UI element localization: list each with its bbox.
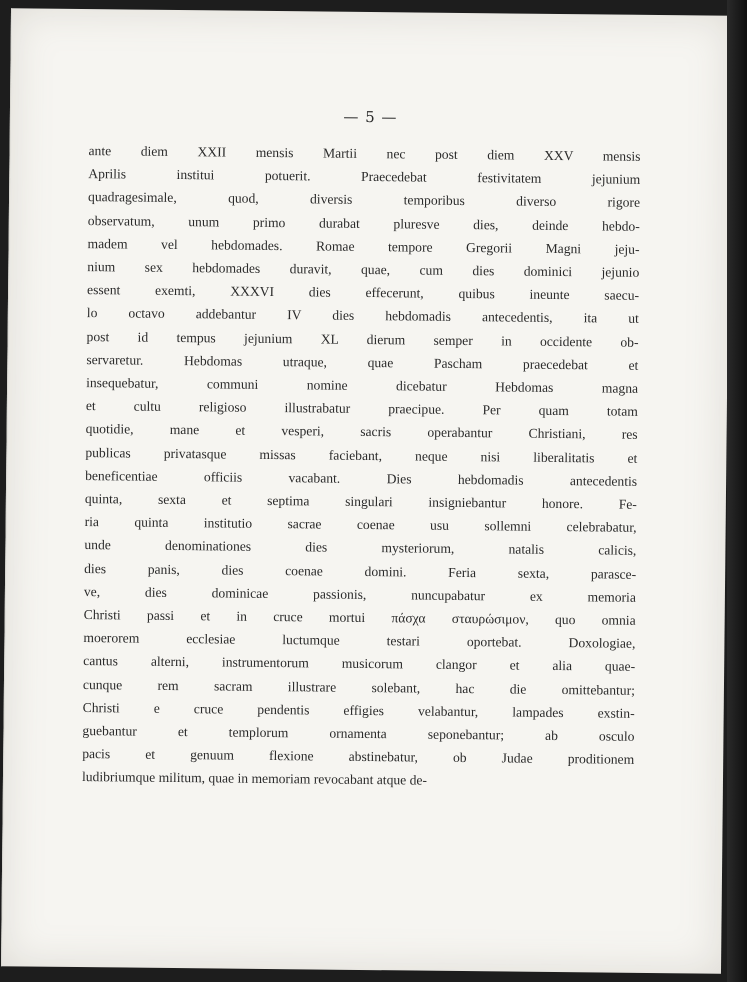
text-line: pacis et genuum flexione abstinebatur, ob Judae proditionem [82, 746, 635, 768]
text-line: ve, dies dominicae passionis, nuncupabatur ex memoria [83, 583, 636, 605]
page-number: — 5 — [343, 107, 398, 127]
text-line: madem vel hebdomades. Romae tempore Gregorii Magni jeju- [87, 235, 640, 257]
text-line: beneficentiae officiis vacabant. Dies hebdomadis antecedentis [85, 467, 638, 489]
body-text [82, 139, 641, 794]
text-line: nium sex hebdomades duravit, quae, cum dies dominici jejunio [87, 259, 640, 280]
text-line: observatum, unum primo durabat pluresve dies, deinde hebdo- [87, 212, 640, 234]
text-line: ria quinta institutio sacrae coenae usu sollemni celebrabatur, [84, 514, 637, 536]
text-line: cunque rem sacram illustrare solebant, hac die omittebantur; [82, 676, 636, 698]
text-line: Christi passi et in cruce mortui πάσχα σταυρώσιμον, quo omnia [83, 607, 636, 628]
text-line: ante diem XXII mensis Martii nec post diem XXV mensis [88, 143, 641, 164]
text-line: essent exemti, XXXVI dies effecerunt, quibus ineunte saecu- [87, 282, 640, 304]
text-line: ludibriumque militum, quae in memoriam revocabant atque de- [81, 769, 428, 789]
text-line: quinta, sexta et septima singulari insigniebantur honore. Fe- [84, 491, 637, 512]
text-line: unde denominationes dies mysteriorum, natalis calicis, [84, 537, 637, 559]
text-line: Christi e cruce pendentis effigies velabantur, lampades exstin- [82, 699, 635, 721]
text-line: servaretur. Hebdomas utraque, quae Pascham praecedebat et [86, 351, 639, 373]
text-line: publicas privatasque missas faciebant, neque nisi liberalitatis et [85, 444, 638, 466]
text-line: moerorem ecclesiae luctumque testari oportebat. Doxologiae, [83, 630, 636, 652]
text-line: lo octavo addebantur IV dies hebdomadis antecedentis, ita ut [86, 305, 639, 327]
text-line: insequebatur, communi nomine dicebatur Hebdomas magna [86, 375, 639, 396]
text-line: dies panis, dies coenae domini. Feria sexta, parasce- [84, 560, 637, 582]
text-line: guebantur et templorum ornamenta seponebantur; ab osculo [82, 723, 635, 744]
text-line: quadragesimale, quod, diversis temporibus diverso rigore [87, 189, 641, 211]
scan-edge-shadow [727, 0, 747, 982]
text-line: quotidie, mane et vesperi, sacris operabantur Christiani, res [85, 421, 638, 443]
book-page [1, 8, 731, 973]
text-line: Aprilis institui potuerit. Praecedebat festivitatem jejunium [88, 166, 641, 188]
text-line: post id tempus jejunium XL dierum semper in occidente ob- [86, 328, 639, 350]
text-line: et cultu religioso illustrabatur praecipue. Per quam totam [85, 398, 638, 420]
text-line: cantus alterni, instrumentorum musicorum clangor et alia quae- [83, 653, 636, 675]
